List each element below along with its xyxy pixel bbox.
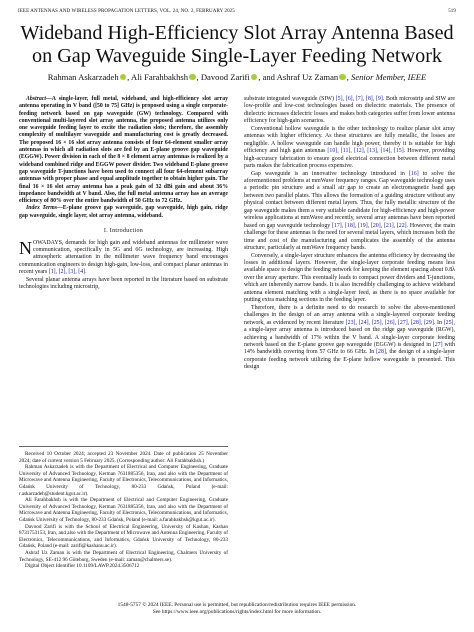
- drop-cap: N: [19, 237, 32, 258]
- affiliation-note-1: Rahman Askarzadeh is with the Department of Electrical and Computer Engineering, Graduate University of Advanced Technology, Kerman 7631885356, Iran, and also with the Department of Microwave and Antenna Engineering, Faculty of Electronics, Telecommunications, and Informatics, Gdańsk University of Technology, 80-233 Gdańsk, Poland (e-mail: r.askarzadeh@student.kgut.ac.ir).: [19, 464, 228, 497]
- rights-link-line[interactable]: See https://www.ieee.org/publications/rights/index.html for more information.: [152, 609, 322, 615]
- author-3: Davood Zarifi: [200, 72, 250, 82]
- orcid-icon[interactable]: [251, 74, 258, 81]
- index-terms-label: Index Terms—: [26, 205, 63, 212]
- index-terms-text: E-plane groove gap waveguide, gap waveguide, high gain, ridge gap waveguide, single layer, slot array antenna, wideband.: [19, 205, 228, 219]
- paper-title: Wideband High-Efficiency Slot Array Antenna Based on Gap Waveguide Single-Layer Feeding Network: [20, 22, 454, 67]
- author-4: and Ashraf Uz Zaman: [262, 72, 339, 82]
- intro-text-1: demands for high gain and wideband antennas for millimeter wave communication, specifically in 5G and 6G technology, are increasing. High atmospheric attenuation in the millimeter wave frequency band encourages communication engineers to design high-gain, low-loss, and compact planar antennas in recent years: [19, 239, 228, 276]
- copyright-footer: [0, 602, 474, 616]
- abstract: [19, 96, 228, 205]
- body-paragraph-1: [244, 96, 455, 126]
- intro-paragraph-1: [19, 237, 228, 277]
- body-text: In: [435, 319, 444, 326]
- intro-paragraph-2: Several planar antenna arrays have been reported in the literature based on substrate technologies including microstrip,: [19, 276, 228, 291]
- running-header: [18, 9, 456, 17]
- citation-link[interactable]: [1], [2], [3], [4].: [48, 269, 87, 276]
- body-paragraph-4: Conversely, a single-layer structure enhances the antenna efficiency by decreasing the losses in additional layers. However, the single-layer corporate feeding means less available space to design the feeding network for keeping the element spacing about 0.8λ over the array aperture. This eventually leads to compact power dividers and T-junctions, which are inherently narrow bands. It is also incredibly challenging to achieve wideband antenna element matching with a single-layer feed, as there is no space available for putting extra matching sections in the feeding layer.: [244, 252, 455, 304]
- body-text: a single-layer array antenna is introduced based on the ridge gap waveguide (RGW), achieving a bandwidth of 17% within the V band. A single-layer corporate feeding network based on the E-plane groove gap waveguide (EGGW) is designed in: [244, 327, 455, 348]
- author-1: Rahman Askarzadeh: [47, 72, 119, 82]
- orcid-icon[interactable]: [120, 74, 127, 81]
- affiliation-note-4: Ashraf Uz Zaman is with the Department of Electrical Engineering, Chalmers University of Technology, SE-412 96 Göteborg, Sweden (e-mail: zaman@chalmers.se).: [19, 549, 228, 563]
- page-number: 519: [448, 9, 456, 14]
- body-paragraph-5: [244, 305, 455, 372]
- section-heading: I. Introduction: [103, 228, 144, 235]
- author-list: Rahman Askarzadeh , Ali Farahbakhsh , Davood Zarifi , and Ashraf Uz Zaman , Senior Member, IEEE: [47, 72, 427, 82]
- citation-link[interactable]: [23], [24], [25], [26], [27], [28], [29].: [345, 319, 436, 326]
- body-text: the design of a single-layer corporate feeding network utilizing the E-plane hollow waveguide is presented. This design: [244, 349, 455, 371]
- body-text: substrate integrated waveguide (SIW): [244, 96, 336, 102]
- body-text: However, the main challenge for these antennas is the need for several metal layers, which increases both the time and cost of the manufacturing and complicates the assembly of the antenna structure, particularly at mmWave frequency bands.: [244, 222, 455, 252]
- abstract-text: A single-layer, full metal, wideband, and high-efficiency slot array antenna operating in V band ([50 to 75] GHz) is proposed using a single corporate-feeding network based on gap waveguide (GW) technology. Compared with conventional multi-layered slot array antenna, the proposed antenna utilizes only one waveguide feeding layer to excite the radiation slots; therefore, the assembly complexity of multilayer waveguide and manufacturing cost is greatly decreased. The proposed 16 × 16 slot array antenna consists of four 64-element smaller array antennas in which all radiation slots are fed by an E-plane groove gap waveguide (EGGW). Power division in each of the 8 × 8 element array antennas is realized by a wideband combined ridge and EGGW power divider. Two wideband E-plane groove gap waveguide T-junctions have been used to connect all four 64-element subarray antennas with proper phase and equal amplitude together to obtain higher gain. The final 16 × 16 slot array antenna has a peak gain of 32 dBi gain and about 36% impedance bandwidth at V band. Also, the full metal antenna array has an average efficiency of 80% over the entire bandwidth of 50 GHz to 72 GHz.: [19, 96, 228, 205]
- author-2: Ali Farahbakhsh: [131, 72, 189, 82]
- body-text: to solve the aforementioned problems at mmWave frequency ranges. Gap waveguide technology uses a periodic pin structure and a small air gap to create an electromagnetic band gap between two parallel plates. This allows the formation of a guiding structure without any physical contact between different metal layers. Thus, the fully metallic structure of the gap waveguide makes them a very suitable candidate for high-efficiency and high-power wireless applications at mmWave and recently, several array antennas have been reported based on gap waveguide technology: [244, 170, 455, 229]
- citation-link[interactable]: [17], [18], [19], [20], [21], [22].: [331, 222, 409, 229]
- citation-link[interactable]: [10], [11], [12], [13], [14], [15].: [327, 148, 406, 155]
- citation-link[interactable]: [25],: [443, 319, 455, 326]
- right-column: [244, 96, 455, 372]
- intro-lead: OWADAYS,: [33, 239, 64, 246]
- doi: Digital Object Identifier 10.1109/LAWP.2024.3506712: [25, 563, 140, 570]
- orcid-icon[interactable]: [189, 74, 196, 81]
- copyright-line: 1548-5757 © 2024 IEEE. Personal use is permitted, but republication/redistribution requires IEEE permission.: [117, 602, 357, 608]
- citation-link[interactable]: [28],: [376, 349, 388, 356]
- affiliation-note-3: Davood Zarifi is with the School of Electrical Engineering, University of Kashan, Kashan 8731753153, Iran, and also with the Department of Microwave and Antenna Engineering, Faculty of Electronics, Telecommunications, and Informatics, Gdańsk University of Technology, 80-233 Gdańsk, Poland (e-mail: zarifi@kashanu.ac.ir).: [19, 523, 228, 550]
- body-paragraph-3: [244, 171, 455, 253]
- received-note: Received 10 October 2024; accepted 23 November 2024. Date of publication 25 November 2024; date of current version 5 February 2025. (Corresponding author: Ali Farahbakhsh.): [19, 451, 228, 464]
- orcid-icon[interactable]: [339, 74, 346, 81]
- body-text: Conventional hollow waveguide is the other technology to realize planar slot array antennas with higher efficiency. As these structures are fully metallic, the losses are negligible. A hollow waveguide can handle high power, thereby it is suitable for high efficiency and high gain antennas: [244, 125, 455, 155]
- body-paragraph-2: [244, 126, 455, 171]
- abstract-label: Abstract—: [26, 96, 52, 102]
- body-text: with 14% bandwidth covering from 57 GHz to 66 GHz. In: [244, 341, 455, 356]
- body-text: Both microstrip and SIW are low-profile and low-cost technologies based on dielectric materials. The presence of dielectric increases dielectric losses and makes both categories suffer from lower antenna efficiency for high-gain scenarios.: [244, 96, 456, 125]
- body-text: However, providing high-accuracy fabrication to ensure good electrical connection between different metal parts makes the fabrication process expensive.: [244, 148, 456, 170]
- body-text: Therefore, there is a definite need to do research to solve the above-mentioned challenges in the design of an array antenna with a single-layered corporate feeding network, as evidenced by recent literature: [244, 304, 455, 326]
- journal-header: IEEE ANTENNAS AND WIRELESS PROPAGATION LETTERS, VOL. 24, NO. 2, FEBRUARY 2025: [18, 9, 235, 14]
- body-text: Gap waveguide is an innovative technology introduced in: [251, 170, 409, 177]
- footnotes: [19, 446, 228, 570]
- left-column: [19, 96, 228, 292]
- citation-link[interactable]: [27]: [432, 341, 443, 348]
- affiliation-note-2: Ali Farahbakhsh is with the Department of Electrical and Computer Engineering, Graduate University of Advanced Technology, Kerman 7631885356, Iran, and also with the Department of Microwave and Antenna Engineering, Faculty of Electronics, Telecommunications, and Informatics, Gdańsk University of Technology, 80-233 Gdańsk, Poland (e-mail: a.farahbakhsh@kgut.ac.ir).: [19, 497, 228, 523]
- citation-link[interactable]: [16]: [408, 170, 419, 177]
- index-terms: [19, 205, 228, 220]
- author-4-role: Senior Member, IEEE: [351, 72, 427, 82]
- citation-link[interactable]: [5], [6], [7], [8], [9].: [335, 96, 385, 102]
